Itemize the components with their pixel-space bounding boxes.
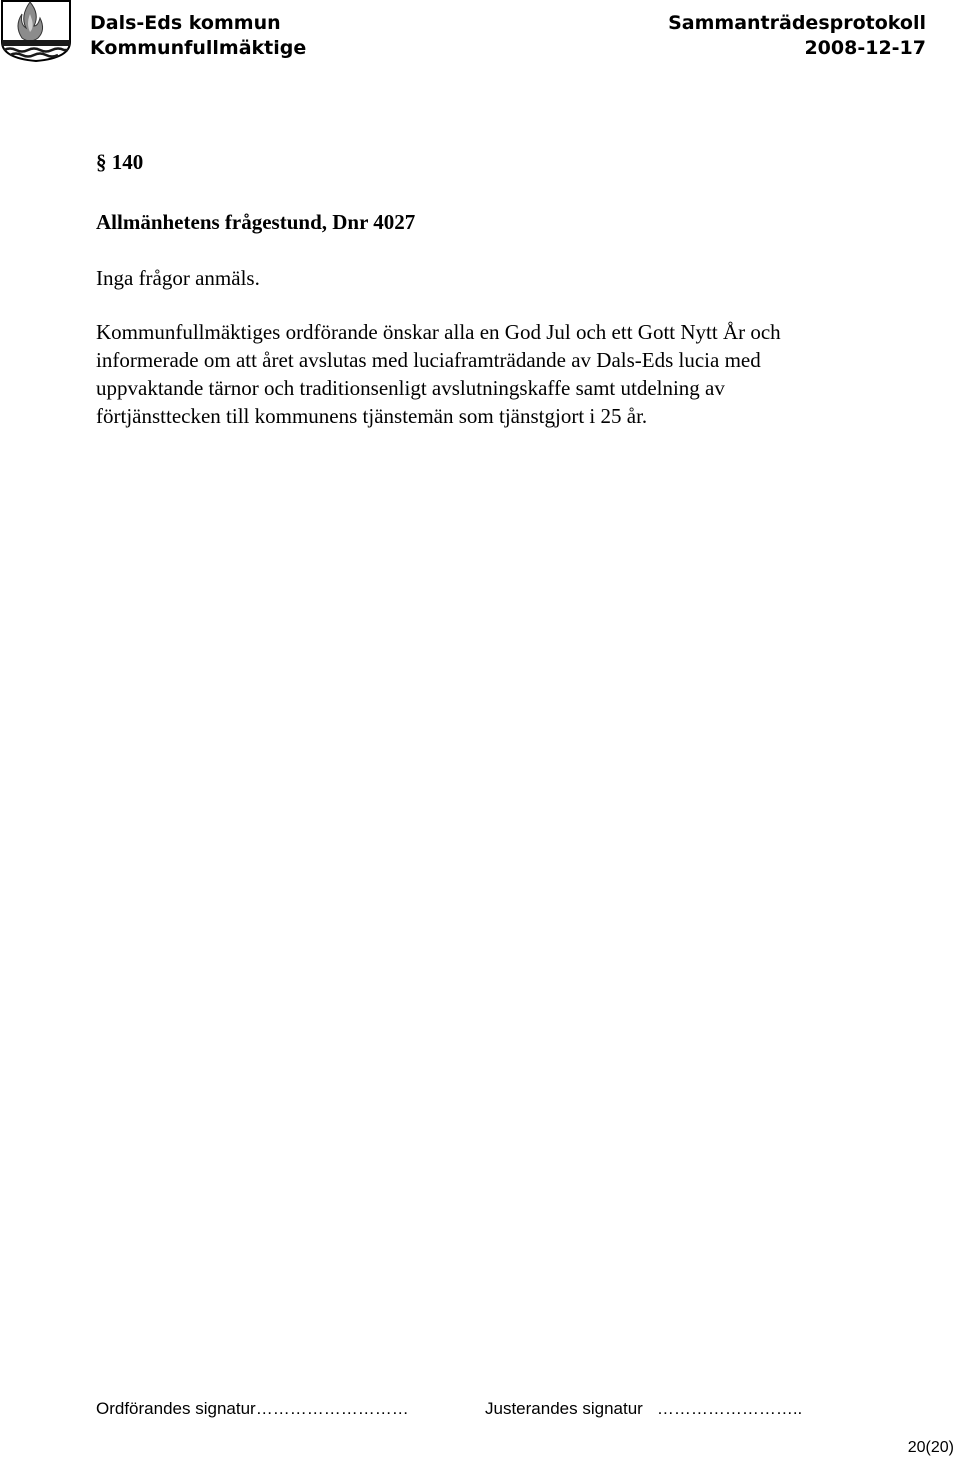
page-number: 20(20): [907, 1439, 954, 1456]
item-heading: Allmänhetens frågestund, Dnr 4027: [96, 210, 416, 234]
meeting-date: 2008-12-17: [804, 37, 926, 59]
section-value: 140: [111, 150, 144, 174]
adjuster-signature-dots: ……………………..: [656, 1399, 803, 1418]
section-symbol: §: [96, 150, 107, 174]
paragraph-line: förtjänsttecken till kommunens tjänstemän som tjänstgjort i 25 år.: [96, 404, 648, 428]
adjuster-signature: [485, 1398, 802, 1420]
council-name: Kommunfullmäktige: [90, 37, 307, 59]
chair-signature-dots: ………………………: [255, 1399, 409, 1418]
chair-signature: [96, 1398, 409, 1420]
paragraph-chair-greeting: [96, 318, 886, 430]
municipality-name: Dals-Eds kommun: [90, 12, 281, 34]
coat-of-arms-icon: [0, 0, 72, 62]
paragraph-line: informerade om att året avslutas med luciaframträdande av Dals-Eds lucia med: [96, 348, 761, 372]
header-right: [668, 11, 926, 61]
document-type: Sammanträdesprotokoll: [668, 12, 926, 34]
paragraph-no-questions: Inga frågor anmäls.: [96, 266, 260, 290]
adjuster-signature-label: Justerandes signatur: [485, 1399, 643, 1418]
chair-signature-label: Ordförandes signatur: [96, 1399, 256, 1418]
header-left: [90, 11, 306, 61]
paragraph-line: Kommunfullmäktiges ordförande önskar alla en God Jul och ett Gott Nytt År och: [96, 320, 781, 344]
section-number: [96, 148, 143, 176]
paragraph-line: uppvaktande tärnor och traditionsenligt avslutningskaffe samt utdelning av: [96, 376, 725, 400]
